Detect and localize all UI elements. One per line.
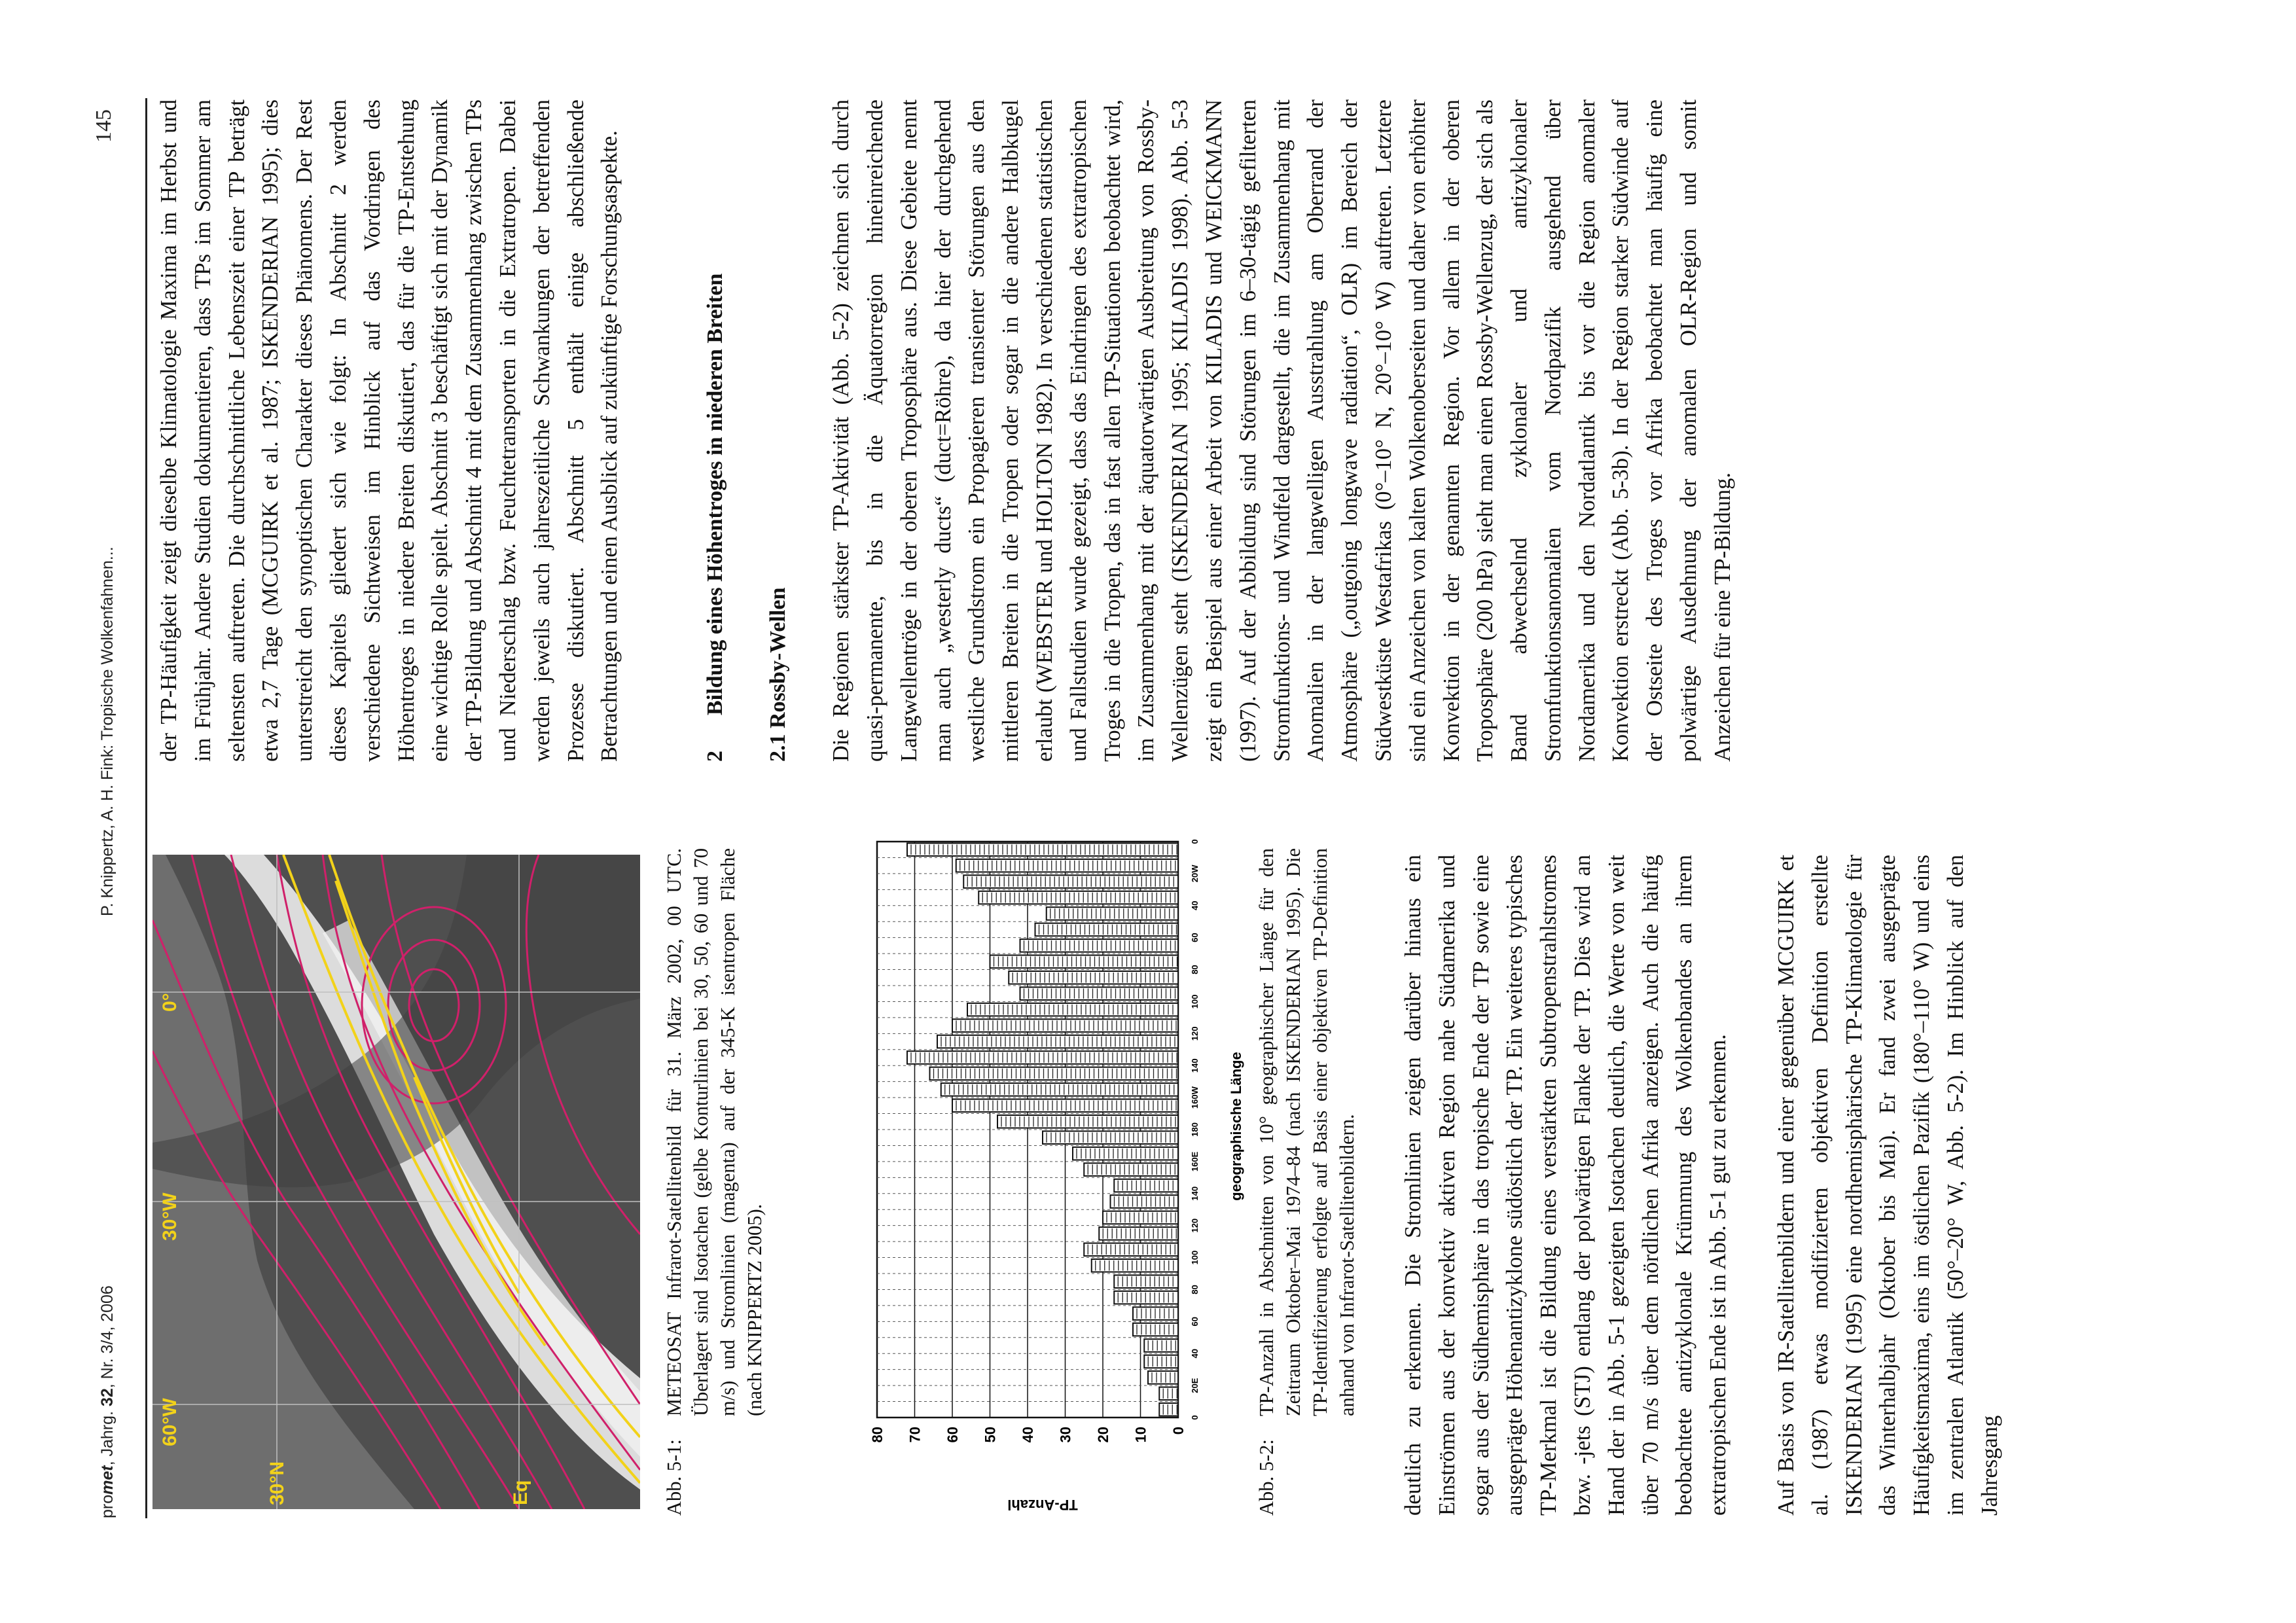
y-tick-label: 50 xyxy=(982,1427,999,1443)
caption-label: Abb. 5-1: xyxy=(663,1439,685,1516)
left-column-text xyxy=(1397,855,2007,1516)
x-tick-label: 160W xyxy=(1190,1086,1200,1109)
x-tick-label: 180 xyxy=(1190,1122,1200,1137)
bar xyxy=(1148,1371,1178,1384)
y-tick-label: 0 xyxy=(1170,1427,1187,1435)
label-30n: 30°N xyxy=(266,1461,288,1505)
paragraph: deutlich zu erkennen. Die Stromlinien zeigen darüber hinaus ein Einströmen aus der konvektiv aktiven Region nahe Südamerika und sogar aus der Südhemisphäre in das tropische Ende der TP sowie eine ausgeprägte Höhenantizyklone südöstlich der TP. Ein weiteres typisches TP-Merkmal ist die Bildung eines verstärkten Subtropenstrahlstromes bzw. -jets (STJ) entlang der polwärtigen Flanke der TP. Dies wird an Hand der in Abb. 5-1 gezeigten Isotachen deutlich, die Werte von weit über 70 m/s über dem nördlichen Afrika anzeigen. Auch die häufig beobachtete antizyklonale Krümmung des Wolkenbandes an ihrem extratropischen Ende ist in Abb. 5-1 gut zu erkennen. xyxy=(1401,855,1731,1516)
caption-label: Abb. 5-2: xyxy=(1255,1439,1278,1516)
y-tick-label: 30 xyxy=(1057,1427,1074,1443)
volume-label: , Jahrg. xyxy=(98,1406,117,1466)
running-header-left xyxy=(98,1285,117,1518)
x-tick-label: 80 xyxy=(1190,965,1200,974)
y-tick-label: 40 xyxy=(1020,1427,1036,1443)
x-tick-label: 80 xyxy=(1190,1285,1200,1294)
y-axis-ticks xyxy=(869,1427,1187,1442)
right-column-text xyxy=(152,99,1740,762)
journal-name-prefix: pro xyxy=(98,1494,117,1518)
x-axis-label: geographische Länge xyxy=(1228,1052,1244,1201)
x-tick-label: 40 xyxy=(1190,901,1200,911)
x-tick-label: 40 xyxy=(1190,1348,1200,1359)
running-header-center: P. Knippertz, A. H. Fink: Tropische Wolkenfahnen... xyxy=(98,546,117,916)
page-number: 145 xyxy=(92,109,116,143)
y-tick-label: 80 xyxy=(869,1427,886,1443)
x-tick-label: 20W xyxy=(1190,865,1200,883)
y-tick-label: 60 xyxy=(944,1427,961,1443)
bar xyxy=(1103,1211,1178,1224)
x-axis-ticks xyxy=(1190,839,1200,1419)
bar xyxy=(1020,939,1179,952)
section-number: 2 xyxy=(703,751,728,762)
bar xyxy=(1144,1355,1178,1368)
x-tick-label: 120 xyxy=(1190,1026,1200,1041)
x-tick-label: 20E xyxy=(1190,1378,1200,1393)
section-heading xyxy=(699,99,732,762)
bar xyxy=(1035,923,1179,936)
bar xyxy=(1111,1195,1179,1208)
x-tick-label: 100 xyxy=(1190,994,1200,1009)
x-tick-label: 160E xyxy=(1190,1151,1200,1172)
bar xyxy=(930,1067,1179,1080)
header-rule xyxy=(145,98,147,1518)
bar xyxy=(1159,1403,1178,1416)
satellite-map-svg xyxy=(152,855,640,1509)
x-tick-label: 0 xyxy=(1190,1415,1200,1420)
subsection-heading: 2.1 Rossby-Wellen xyxy=(766,587,791,762)
bar xyxy=(1047,907,1178,920)
caption-fig-5-2 xyxy=(1253,848,1361,1516)
x-tick-label: 120 xyxy=(1190,1218,1200,1233)
label-30w: 30°W xyxy=(159,1192,181,1241)
figure-satellite-map xyxy=(152,855,640,1509)
bar xyxy=(1159,1387,1178,1400)
x-tick-label: 100 xyxy=(1190,1250,1200,1265)
bar xyxy=(956,859,1178,872)
bar xyxy=(1020,987,1179,1000)
section-title: Bildung eines Höhentroges in niederen Breiten xyxy=(703,273,728,715)
x-tick-label: 60 xyxy=(1190,933,1200,942)
caption-text: METEOSAT Infrarot-Satellitenbild für 31. März 2002, 00 UTC. Überlagert sind Isotachen (gelbe Konturlinien bei 30, 50, 60 und 70 m/s) und Stromlinien (magenta) auf der 345-K isentropen Fläche (nach KNIPPERTZ 2005). xyxy=(663,848,766,1416)
bar xyxy=(1084,1243,1178,1257)
paragraph: der TP-Häufigkeit zeigt dieselbe Klimatologie Maxima im Herbst und im Frühjahr. Andere Studien dokumentieren, dass TPs im Sommer am seltensten auftreten. Die durchschnittliche Lebenszeit einer TP beträgt etwa 2,7 Tage (MCGUIRK et al. 1987; ISKENDERIAN 1995); dies unterstreicht den synoptischen Charakter dieses Phänomens. Der Rest dieses Kapitels gliedert sich wie folgt: In Abschnitt 2 werden verschiedene Sichtweisen im Hinblick auf das Vordringen des Höhentroges in niedere Breiten diskutiert, das für die TP-Entstehung eine wichtige Rolle spielt. Abschnitt 3 beschäftigt sich mit der Dynamik der TP-Bildung und Abschnitt 4 mit dem Zusammenhang zwischen TPs und Niederschlag bzw. Feuchtetransporten in die Extratropen. Dabei werden jeweils auch jahreszeitliche Schwankungen der betreffenden Prozesse diskutiert. Abschnitt 5 enthält einige abschließende Betrachtungen und einen Ausblick auf zukünftige Forschungsaspekte. xyxy=(156,99,622,762)
paragraph: Auf Basis von IR-Satellitenbildern und einer gegenüber MCGUIRK et al. (1987) etwas modifizierten objektiven Definition erstellte ISKENDERIAN (1995) eine nordhemisphärische TP-Klimatologie für das Winterhalbjahr (Oktober bis Mai). Er fand zwei ausgeprägte Häufigkeitsmaxima, eins im östlichen Pazifik (180°–110° W) und eins im zentralen Atlantik (50°–20° W, Abb. 5-2). Im Hinblick auf den Jahresgang xyxy=(1773,855,2002,1516)
bar xyxy=(1073,1147,1178,1160)
figure-bar-chart xyxy=(869,835,1246,1516)
x-tick-label: 140 xyxy=(1190,1058,1200,1073)
journal-name-emphasis: met xyxy=(98,1465,117,1495)
x-tick-label: 140 xyxy=(1190,1186,1200,1201)
y-axis-label: TP-Anzahl xyxy=(1007,1497,1078,1513)
x-tick-label: 0 xyxy=(1190,839,1200,844)
y-tick-label: 10 xyxy=(1132,1427,1149,1443)
bar xyxy=(1009,971,1178,984)
bar xyxy=(1144,1339,1178,1352)
caption-text: TP-Anzahl in Abschnitten von 10° geographischer Länge für den Zeitraum Oktober–Mai 1974–84 (nach ISKENDERIAN 1995). Die TP-Identifizierung erfolgte auf Basis einer objektiven TP-Definition anhand von Infrarot-Satellitenbildern. xyxy=(1255,848,1358,1416)
label-eq: Eq xyxy=(510,1480,531,1505)
bar xyxy=(1099,1227,1178,1240)
caption-fig-5-1 xyxy=(661,848,768,1516)
y-tick-label: 70 xyxy=(906,1427,924,1443)
bar xyxy=(1084,1163,1178,1176)
paragraph: Die Regionen stärkster TP-Aktivität (Abb. 5-2) zeichnen sich durch quasi-permanente, bis in die Äquatorregion hineinreichende Langwellentröge in der oberen Troposphäre aus. Diese Gebiete nennt man auch „westerly ducts“ (duct=Röhre), da hier der durchgehend westliche Grundstrom ein Propagieren transienter Störungen aus den mittleren Breiten in die Tropen oder sogar in die andere Halbkugel erlaubt (WEBSTER und HOLTON 1982). In verschiedenen statistischen und Fallstudien wurde gezeigt, dass das Eindringen des extratropischen Troges in die Tropen, das in fast allen TP-Situationen beobachtet wird, im Zusammenhang mit der äquatorwärtigen Ausbreitung von Rossby-Wellenzügen steht (ISKENDERIAN 1995; KILADIS 1998). Abb. 5-3 zeigt ein Beispiel aus einer Arbeit von KILADIS und WEICKMANN (1997). Auf der Abbildung sind Störungen im 6–30-tägig gefilterten Stromfunktions- und Windfeld dargestellt, die im Zusammenhang mit Anomalien in der langwelligen Ausstrahlung am Oberrand der Atmosphäre („outgoing longwave radiation“, OLR) im Bereich der Südwestküste Westafrikas (0°–10° N, 20°–10° W) auftreten. Letztere sind ein Anzeichen von kalten Wolkenoberseiten und daher von erhöhter Konvektion in der genannten Region. Vor allem in der oberen Troposphäre (200 hPa) sieht man einen Rossby-Wellenzug, der sich als Band abwechselnd zyklonaler und antizyklonaler Stromfunktionsanomalien vom Nordpazifik ausgehend über Nordamerika und den Nordatlantik bis vor die Region anomaler Konvektion erstreckt (Abb. 5-3b). In der Region starker Südwinde auf der Ostseite des Troges vor Afrika beobachtet man häufig eine polwärtige Ausdehnung der anomalen OLR-Region und somit Anzeichen für eine TP-Bildung. xyxy=(829,99,1735,762)
y-tick-label: 20 xyxy=(1095,1427,1111,1443)
x-tick-label: 60 xyxy=(1190,1317,1200,1327)
label-60w: 60°W xyxy=(159,1398,181,1446)
label-0: 0° xyxy=(159,993,181,1012)
issue-label: , Nr. 3/4, 2006 xyxy=(98,1285,117,1389)
volume-number: 32 xyxy=(98,1388,117,1407)
chart-bars xyxy=(907,843,1178,1416)
